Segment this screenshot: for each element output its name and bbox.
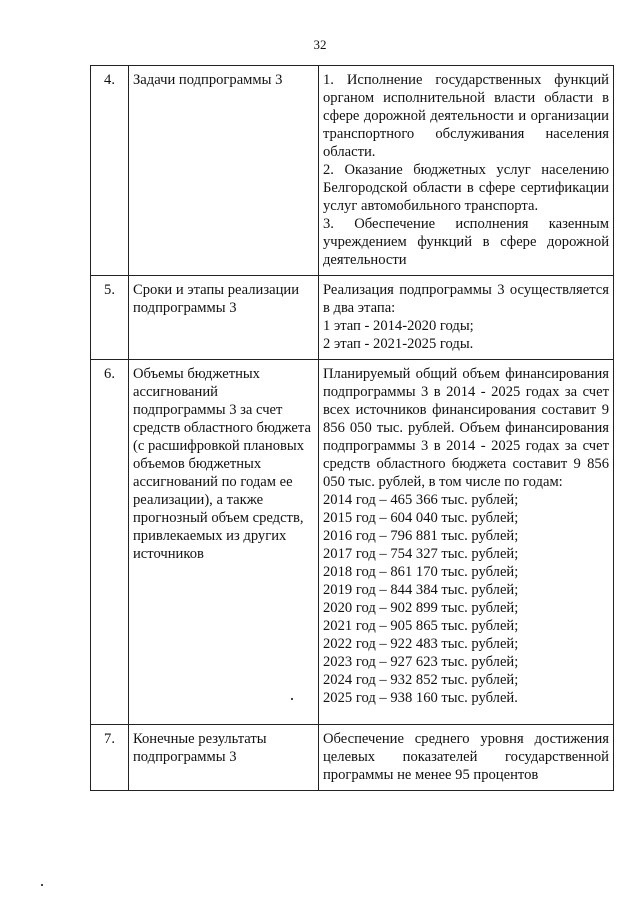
financing-year-item: 2014 год – 465 366 тыс. рублей; bbox=[323, 492, 519, 508]
row-number: 5. bbox=[91, 276, 129, 360]
table-row bbox=[91, 66, 614, 276]
financing-year-item: 2022 год – 922 483 тыс. рублей; bbox=[323, 636, 519, 652]
content-paragraph: 1. Исполнение государственных функций органом исполнительной власти области в сфере дорожной деятельности и организации транспортного обслуживания населения области. bbox=[323, 72, 609, 160]
row-label: Сроки и этапы реализации подпрограммы 3 bbox=[129, 276, 319, 360]
table-row bbox=[91, 276, 614, 360]
financing-summary: Планируемый общий объем финансирования подпрограммы 3 в 2014 - 2025 годах за счет всех источников финансирования составит 9 856 050 тыс. рублей. Объем финансирования подпрограммы 3 в 2014 - 2025 годах за счет средств областного бюджета составит 9 856 050 тыс. рублей, в том числе по годам: bbox=[323, 366, 609, 490]
financing-year-item: 2021 год – 905 865 тыс. рублей; bbox=[323, 618, 519, 634]
financing-year-item: 2024 год – 932 852 тыс. рублей; bbox=[323, 672, 519, 688]
content-paragraph: 2. Оказание бюджетных услуг населению Белгородской области в сфере сертификации услуг автомобильного транспорта. bbox=[323, 162, 609, 214]
financing-year-item: 2018 год – 861 170 тыс. рублей; bbox=[323, 564, 519, 580]
row-content bbox=[319, 360, 614, 725]
financing-year-item: 2019 год – 844 384 тыс. рублей; bbox=[323, 582, 519, 598]
row-label: Задачи подпрограммы 3 bbox=[129, 66, 319, 276]
subprogram-passport-table bbox=[90, 65, 614, 791]
financing-year-item: 2025 год – 938 160 тыс. рублей. bbox=[323, 690, 518, 706]
financing-year-item: 2017 год – 754 327 тыс. рублей; bbox=[323, 546, 519, 562]
financing-year-item: 2016 год – 796 881 тыс. рублей; bbox=[323, 528, 519, 544]
row-number: 6. bbox=[91, 360, 129, 725]
table-row bbox=[91, 725, 614, 791]
content-paragraph: 2 этап - 2021-2025 годы. bbox=[323, 336, 474, 352]
content-paragraph: Обеспечение среднего уровня достижения целевых показателей государственной программы не менее 95 процентов bbox=[323, 731, 609, 783]
row-label: Объемы бюджетных ассигнований подпрограммы 3 за счет средств областного бюджета (с расшифровкой плановых объемов бюджетных ассигнований по годам ее реализации), а также прогнозный объем средств, привлекаемых из других источников bbox=[129, 360, 319, 725]
content-paragraph: 1 этап - 2014-2020 годы; bbox=[323, 318, 474, 334]
row-content bbox=[319, 276, 614, 360]
row-content bbox=[319, 725, 614, 791]
table-row bbox=[91, 360, 614, 725]
financing-year-item: 2015 год – 604 040 тыс. рублей; bbox=[323, 510, 519, 526]
scan-speck bbox=[41, 884, 43, 886]
page-number: 32 bbox=[313, 37, 327, 52]
content-paragraph: 3. Обеспечение исполнения казенным учреждением функций в сфере дорожной деятельности bbox=[323, 216, 609, 268]
row-content bbox=[319, 66, 614, 276]
content-paragraph: Реализация подпрограммы 3 осуществляется в два этапа: bbox=[323, 282, 609, 316]
row-number: 7. bbox=[91, 725, 129, 791]
financing-year-item: 2020 год – 902 899 тыс. рублей; bbox=[323, 600, 519, 616]
row-label: Конечные результаты подпрограммы 3 bbox=[129, 725, 319, 791]
row-number: 4. bbox=[91, 66, 129, 276]
financing-year-item: 2023 год – 927 623 тыс. рублей; bbox=[323, 654, 519, 670]
scan-speck bbox=[291, 698, 293, 700]
